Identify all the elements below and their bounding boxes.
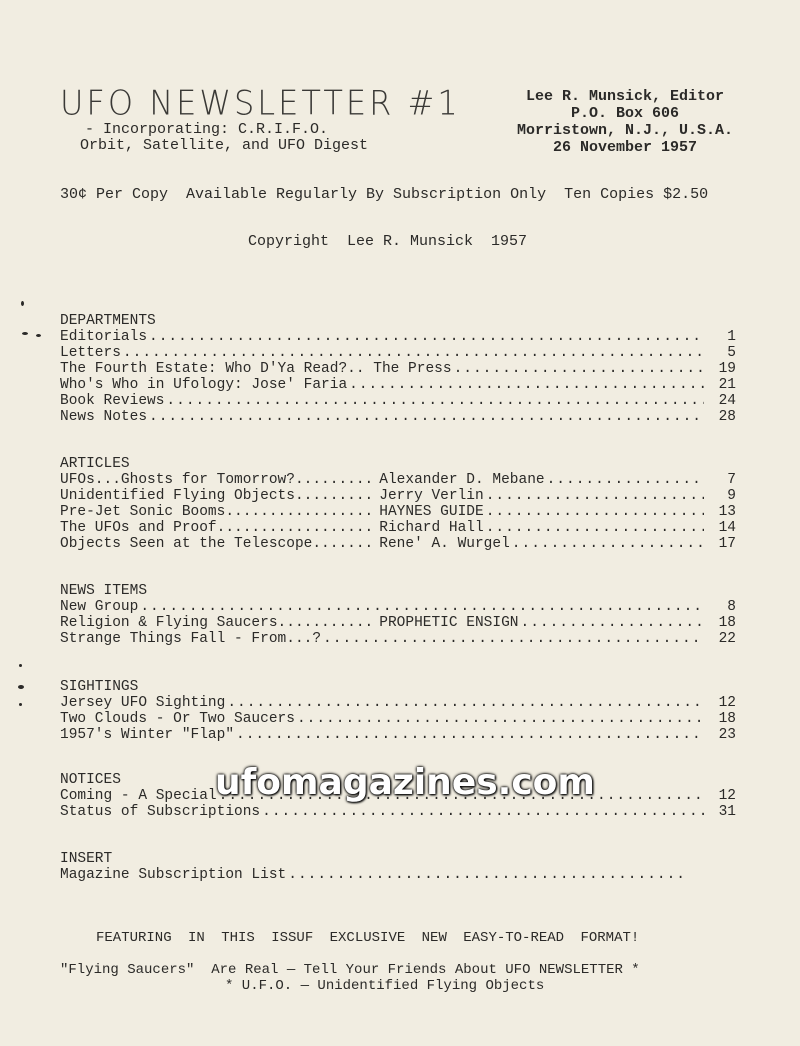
toc-row[interactable] xyxy=(60,393,736,409)
toc-leader xyxy=(149,409,704,425)
toc-title: Two Clouds - Or Two Saucers xyxy=(60,711,295,727)
incorporating-line-2: Orbit, Satellite, and UFO Digest xyxy=(80,137,369,154)
toc-leader xyxy=(323,631,704,647)
watermark-logo: ufomagazines.com xyxy=(215,762,595,803)
toc-leader xyxy=(486,504,704,520)
toc-author: Alexander D. Mebane xyxy=(379,472,545,488)
toc-row[interactable] xyxy=(60,472,736,488)
toc-page: 18 xyxy=(718,711,736,727)
toc-row[interactable] xyxy=(60,345,736,361)
paper-speck xyxy=(19,664,22,667)
toc-page: 1 xyxy=(727,329,736,345)
editor-city: Morristown, N.J., U.S.A. xyxy=(516,122,734,139)
toc-leader xyxy=(486,488,704,504)
toc-leader xyxy=(288,867,684,883)
toc-page: 28 xyxy=(718,409,736,425)
toc-title: Book Reviews xyxy=(60,393,165,409)
toc-row[interactable] xyxy=(60,631,736,647)
toc-row[interactable] xyxy=(60,599,736,615)
section-insert xyxy=(60,851,736,883)
footer-line-2: * U.F.O. — Unidentified Flying Objects xyxy=(225,978,545,994)
toc-leader xyxy=(166,393,704,409)
toc-leader xyxy=(149,329,704,345)
editor-box: P.O. Box 606 xyxy=(570,105,680,122)
toc-row[interactable] xyxy=(60,711,736,727)
toc-page: 8 xyxy=(727,599,736,615)
section-heading: NEWS ITEMS xyxy=(60,583,148,599)
toc-leader xyxy=(454,361,704,377)
editor-block xyxy=(505,88,745,156)
toc-title: Letters xyxy=(60,345,121,361)
section-heading: DEPARTMENTS xyxy=(60,313,156,329)
incorporating-line: - Incorporating: C.R.I.F.O. xyxy=(85,121,329,138)
toc-row[interactable] xyxy=(60,615,736,631)
price-line: 30¢ Per Copy Available Regularly By Subscription Only Ten Copies $2.50 xyxy=(60,186,709,203)
toc-title: Strange Things Fall - From...? xyxy=(60,631,322,647)
toc-page: 12 xyxy=(718,788,736,804)
section-heading: ARTICLES xyxy=(60,456,130,472)
toc-page: 18 xyxy=(718,615,736,631)
toc-title: 1957's Winter "Flap" xyxy=(60,727,235,743)
toc-page: 31 xyxy=(718,804,736,820)
toc-page: 17 xyxy=(718,536,736,552)
section-sightings xyxy=(60,679,736,743)
toc-page: 12 xyxy=(718,695,736,711)
toc-leader xyxy=(512,536,704,552)
editor-name: Lee R. Munsick, Editor xyxy=(525,88,725,105)
toc-leader xyxy=(262,804,704,820)
toc-page: 9 xyxy=(727,488,736,504)
section-heading: SIGHTINGS xyxy=(60,679,139,695)
toc-leader xyxy=(227,695,704,711)
toc-title: Objects Seen at the Telescope....... xyxy=(60,536,374,552)
toc-author: Richard Hall xyxy=(379,520,484,536)
section-heading: NOTICES xyxy=(60,772,121,788)
toc-title: UFOs...Ghosts for Tomorrow?......... xyxy=(60,472,374,488)
toc-title: New Group xyxy=(60,599,139,615)
paper-speck xyxy=(18,685,24,689)
toc-title: The Fourth Estate: Who D'Ya Read?.. The Press xyxy=(60,361,452,377)
paper-speck xyxy=(21,301,24,306)
section-articles xyxy=(60,456,736,552)
toc-author: HAYNES GUIDE xyxy=(379,504,484,520)
toc-author: Rene' A. Wurgel xyxy=(379,536,510,552)
toc-page: 19 xyxy=(718,361,736,377)
issue-date: 26 November 1957 xyxy=(552,139,698,156)
toc-row[interactable] xyxy=(60,727,736,743)
toc-row[interactable] xyxy=(60,520,736,536)
toc-title: Status of Subscriptions xyxy=(60,804,261,820)
footer-line-1: "Flying Saucers" Are Real — Tell Your Friends About UFO NEWSLETTER * xyxy=(60,962,640,978)
toc-title: Religion & Flying Saucers........... xyxy=(60,615,374,631)
toc-page: 14 xyxy=(718,520,736,536)
section-heading: INSERT xyxy=(60,851,113,867)
toc-leader xyxy=(547,472,704,488)
toc-title: Editorials xyxy=(60,329,148,345)
paper-speck xyxy=(36,334,41,337)
toc-title: The UFOs and Proof.................. xyxy=(60,520,374,536)
toc-page: 13 xyxy=(718,504,736,520)
featuring-line: FEATURING IN THIS ISSUF EXCLUSIVE NEW EASY-TO-READ FORMAT! xyxy=(96,930,640,946)
toc-title: Unidentified Flying Objects......... xyxy=(60,488,374,504)
toc-row[interactable] xyxy=(60,409,736,425)
toc-title: Coming - A Special xyxy=(60,788,217,804)
copyright-line: Copyright Lee R. Munsick 1957 xyxy=(248,233,528,250)
toc-author: Jerry Verlin xyxy=(379,488,484,504)
toc-page: 23 xyxy=(718,727,736,743)
toc-row[interactable] xyxy=(60,361,736,377)
toc-row[interactable] xyxy=(60,329,736,345)
toc-leader xyxy=(140,599,704,615)
toc-row[interactable] xyxy=(60,488,736,504)
toc-leader xyxy=(349,377,704,393)
toc-row[interactable] xyxy=(60,536,736,552)
toc-row[interactable] xyxy=(60,377,736,393)
toc-page: 24 xyxy=(718,393,736,409)
toc-leader xyxy=(123,345,704,361)
toc-page: 22 xyxy=(718,631,736,647)
toc-author: PROPHETIC ENSIGN xyxy=(379,615,519,631)
toc-title: Pre-Jet Sonic Booms................. xyxy=(60,504,374,520)
section-departments xyxy=(60,313,736,425)
masthead-title: UFO NEWSLETTER #1 xyxy=(60,83,461,123)
toc-page: 7 xyxy=(727,472,736,488)
toc-leader xyxy=(521,615,705,631)
toc-title: Magazine Subscription List xyxy=(60,867,287,883)
toc-leader xyxy=(297,711,704,727)
paper-speck xyxy=(22,332,28,335)
toc-page: 21 xyxy=(718,377,736,393)
toc-title: Who's Who in Ufology: Jose' Faria xyxy=(60,377,348,393)
toc-row[interactable] xyxy=(60,804,736,820)
toc-title: Jersey UFO Sighting xyxy=(60,695,226,711)
toc-page: 5 xyxy=(727,345,736,361)
toc-row[interactable] xyxy=(60,867,686,883)
section-news-items xyxy=(60,583,736,647)
toc-row[interactable] xyxy=(60,695,736,711)
toc-row[interactable] xyxy=(60,504,736,520)
toc-leader xyxy=(486,520,704,536)
paper-speck xyxy=(19,703,22,706)
toc-leader xyxy=(236,727,704,743)
toc-title: News Notes xyxy=(60,409,148,425)
